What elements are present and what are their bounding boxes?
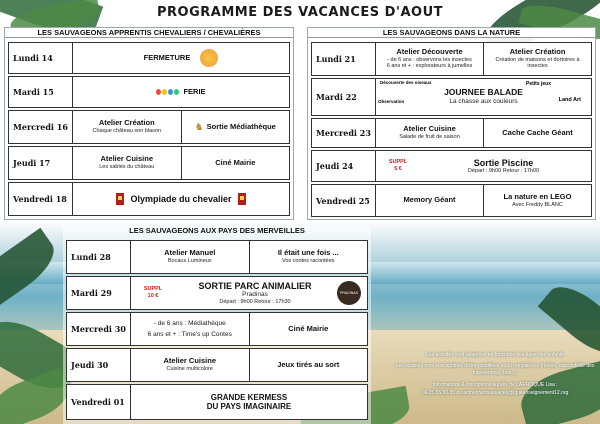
activity-title: La nature en LEGO bbox=[503, 191, 572, 201]
day-label: Mardi 29 bbox=[67, 277, 131, 309]
day-label: Mercredi 30 bbox=[67, 313, 131, 345]
day-row bbox=[311, 42, 592, 76]
day-row bbox=[311, 150, 592, 182]
tag-label: Observation bbox=[378, 99, 405, 104]
supplement-note: SUPPL 5 € bbox=[388, 159, 408, 172]
day-row bbox=[311, 78, 592, 116]
activity-subtitle: Salade de fruit de saison bbox=[399, 134, 460, 141]
panel-heading: LES SAUVAGEONS DANS LA NATURE bbox=[308, 28, 595, 38]
activity-title: Jeux tirés au sort bbox=[277, 359, 340, 369]
activity-cell bbox=[181, 111, 290, 143]
unicorn-icon: ♞ bbox=[194, 121, 204, 133]
day-row bbox=[311, 184, 592, 217]
activity-title: Ciné Mairie bbox=[215, 157, 256, 167]
activity-subtitle: Bocaux Lumineux bbox=[167, 258, 212, 265]
activity-title: Atelier Cuisine bbox=[100, 154, 153, 164]
activity-cell bbox=[249, 313, 368, 345]
day-row bbox=[8, 146, 290, 180]
day-row bbox=[311, 118, 592, 148]
activity-title: Atelier Création bbox=[509, 47, 566, 57]
activity-cell bbox=[376, 185, 483, 216]
activity-title: Cache Cache Géant bbox=[502, 127, 573, 137]
activity-subtitle: Cuisine multicolore bbox=[166, 366, 213, 373]
activity-title: FERIE bbox=[183, 86, 206, 96]
day-label: Mardi 22 bbox=[312, 79, 376, 115]
activity-cell bbox=[483, 43, 591, 75]
activity-title: Ciné Mairie bbox=[288, 323, 329, 333]
activity-title: GRANDE KERMESS bbox=[210, 392, 288, 402]
activity-subtitle: Création de maisons et dortoires à insectes bbox=[495, 56, 580, 70]
activity-cell bbox=[131, 313, 249, 345]
activity-subtitle: - de 6 ans : observons les insectes bbox=[387, 56, 472, 63]
day-row bbox=[66, 240, 368, 274]
info-line: Les activités sont adaptées en fonctions des âges des enfants bbox=[426, 352, 564, 358]
activity-title: Atelier Manuel bbox=[164, 248, 216, 258]
activity-title: DU PAYS IMAGINAIRE bbox=[206, 402, 292, 411]
tag-label: Petits jeux bbox=[525, 81, 551, 87]
contact-info[interactable]: 06.25.55.50.85 ou acmenfantsauvages@lgueenseignement12.org bbox=[421, 390, 569, 396]
panel-heading: LES SAUVAGEONS AUX PAYS DES MERVEILLES bbox=[129, 226, 305, 235]
activity-title: Sortie Médiathèque bbox=[206, 121, 276, 131]
info-line: Informations & inscriptions auprès de LARROQUE Lisa : bbox=[432, 382, 558, 389]
activity-cell bbox=[73, 77, 289, 107]
activity-title: SORTIE PARC ANIMALIER bbox=[198, 280, 312, 291]
day-row bbox=[8, 42, 290, 74]
activity-title: JOURNEE BALADE bbox=[444, 87, 523, 98]
activity-cell bbox=[131, 241, 249, 273]
day-row bbox=[66, 312, 368, 346]
activity-subtitle: 6 ans et + : explorateurs à jumelles bbox=[386, 63, 473, 70]
info-block bbox=[395, 352, 595, 401]
activity-cell bbox=[131, 349, 249, 381]
parc-logo-badge: PRADINAS bbox=[337, 281, 361, 305]
day-label: Vendredi 01 bbox=[67, 385, 131, 419]
activity-subtitle: Vos contes racontées bbox=[281, 258, 335, 265]
activity-title: Olympiade du chevalier bbox=[130, 194, 232, 204]
banner-flag-icon bbox=[238, 193, 246, 205]
day-label: Jeudi 24 bbox=[312, 151, 376, 181]
balloons-icon bbox=[156, 89, 179, 95]
day-label: Lundi 28 bbox=[67, 241, 131, 273]
activity-cell bbox=[181, 147, 290, 179]
day-label: Mercredi 23 bbox=[312, 119, 376, 147]
activity-subtitle: Départ : 9h00 Retour : 17h30 bbox=[219, 298, 291, 305]
activity-cell bbox=[376, 151, 591, 181]
day-label: Vendredi 18 bbox=[9, 183, 73, 215]
info-line: Les activités sont susceptibles d'être modifiées et/ou remplacées (météo, disponibilité des intervenants, bus...) bbox=[395, 362, 595, 376]
activity-line: - de 6 ans : Médiathèque bbox=[153, 319, 226, 327]
tag-label: Découverte des oiseaux bbox=[380, 80, 432, 85]
activity-title: Il était une fois ... bbox=[277, 248, 339, 258]
day-label: Mercredi 16 bbox=[9, 111, 73, 143]
day-label: Mardi 15 bbox=[9, 77, 73, 107]
tag-label: Land Art bbox=[558, 97, 581, 103]
activity-subtitle: Départ : 9h00 Retour : 17h00 bbox=[467, 167, 540, 174]
panel-nature bbox=[307, 27, 596, 220]
activity-cell bbox=[73, 43, 289, 73]
activity-cell bbox=[376, 79, 591, 115]
activity-subtitle: Pradinas bbox=[242, 290, 268, 298]
activity-cell bbox=[131, 277, 367, 309]
day-label: Lundi 21 bbox=[312, 43, 376, 75]
day-row bbox=[8, 110, 290, 144]
activity-title: Atelier Création bbox=[98, 118, 155, 128]
activity-cell bbox=[73, 147, 181, 179]
activity-subtitle: Les sablés du château bbox=[99, 164, 155, 171]
panel-heading: LES SAUVAGEONS APPRENTIS CHEVALIERS / CHEVALIÈRES bbox=[5, 28, 293, 38]
activity-cell bbox=[73, 111, 181, 143]
supplement-note: SUPPL 10 € bbox=[143, 286, 163, 299]
activity-subtitle: La chasse aux couleurs bbox=[449, 97, 518, 105]
day-row bbox=[8, 182, 290, 216]
activity-cell bbox=[483, 119, 591, 147]
activity-subtitle: Chaque château son blason bbox=[92, 128, 161, 135]
activity-title: Sortie Piscine bbox=[473, 157, 534, 168]
activity-cell bbox=[376, 43, 483, 75]
activity-cell bbox=[376, 119, 483, 147]
day-row bbox=[66, 384, 368, 420]
activity-title: Atelier Découverte bbox=[396, 47, 463, 57]
activity-title: Atelier Cuisine bbox=[163, 356, 216, 366]
fairy-icon bbox=[200, 49, 218, 67]
day-row bbox=[66, 276, 368, 310]
activity-title: FERMETURE bbox=[143, 52, 191, 62]
panel-chevaliers bbox=[4, 27, 294, 220]
activity-title: Atelier Cuisine bbox=[403, 124, 456, 134]
day-label: Jeudi 30 bbox=[67, 349, 131, 381]
activity-cell bbox=[73, 183, 289, 215]
panel-merveilles bbox=[63, 226, 371, 424]
banner-flag-icon bbox=[116, 193, 124, 205]
activity-line: 6 ans et + : Time's up Contes bbox=[147, 330, 232, 338]
day-label: Lundi 14 bbox=[9, 43, 73, 73]
day-label: Vendredi 25 bbox=[312, 185, 376, 216]
activity-cell bbox=[483, 185, 591, 216]
day-row bbox=[66, 348, 368, 382]
activity-subtitle: Avec Freddy BLANC bbox=[512, 201, 563, 208]
activity-title: Memory Géant bbox=[403, 195, 456, 205]
activity-cell bbox=[249, 349, 368, 381]
activity-cell bbox=[131, 385, 367, 419]
page-title: PROGRAMME DES VACANCES D'AOUT bbox=[156, 5, 443, 20]
activity-cell bbox=[249, 241, 368, 273]
day-row bbox=[8, 76, 290, 108]
day-label: Jeudi 17 bbox=[9, 147, 73, 179]
